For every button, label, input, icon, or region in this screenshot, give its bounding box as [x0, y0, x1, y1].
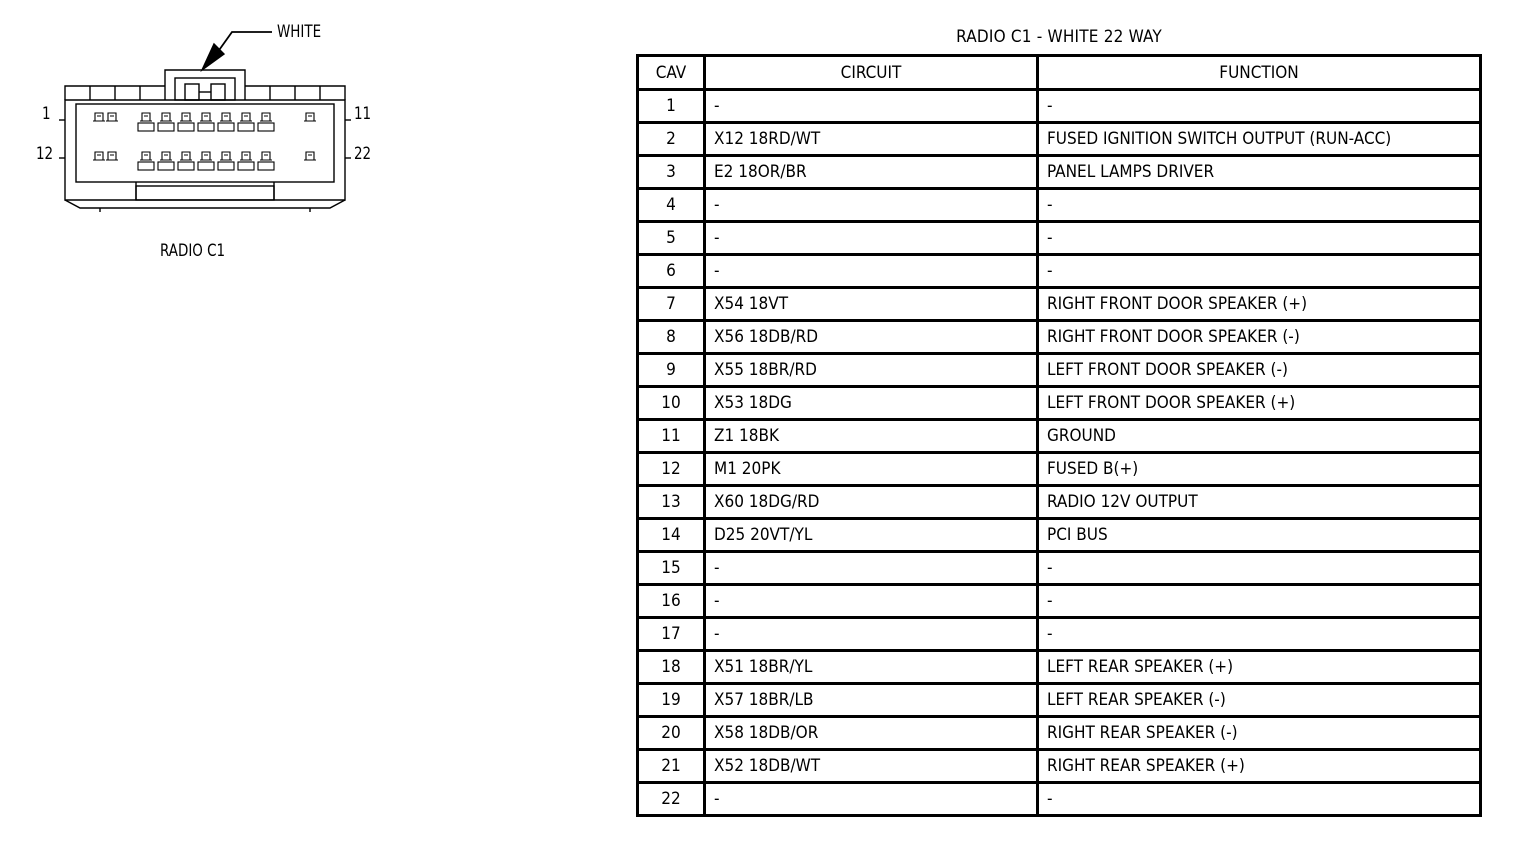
cav-cell: 8 — [638, 321, 705, 354]
cav-cell: 12 — [638, 453, 705, 486]
pin-cavity — [240, 152, 252, 160]
connector-housing — [65, 100, 345, 200]
cav-cell: 20 — [638, 717, 705, 750]
function-cell: - — [1038, 618, 1481, 651]
function-cell: - — [1038, 585, 1481, 618]
function-cell: LEFT REAR SPEAKER (-) — [1038, 684, 1481, 717]
cav-cell: 3 — [638, 156, 705, 189]
function-cell: LEFT REAR SPEAKER (+) — [1038, 651, 1481, 684]
function-cell: - — [1038, 255, 1481, 288]
circuit-cell: Z1 18BK — [705, 420, 1038, 453]
pin-cavity-box — [178, 162, 194, 170]
pin-cavity-box — [238, 123, 254, 131]
cav-cell: 16 — [638, 585, 705, 618]
function-cell: FUSED B(+) — [1038, 453, 1481, 486]
pin-cavity — [200, 113, 212, 121]
table-row — [638, 321, 1481, 354]
cav-cell: 15 — [638, 552, 705, 585]
pin-cavity-box — [218, 123, 234, 131]
function-cell: GROUND — [1038, 420, 1481, 453]
table-row — [638, 387, 1481, 420]
table-row — [638, 519, 1481, 552]
table-header-row — [638, 56, 1481, 90]
pin-cavity — [93, 113, 105, 121]
pin-label-1: 1 — [42, 104, 51, 124]
circuit-cell: - — [705, 618, 1038, 651]
cav-cell: 11 — [638, 420, 705, 453]
circuit-cell: - — [705, 189, 1038, 222]
cav-cell: 21 — [638, 750, 705, 783]
circuit-cell: X55 18BR/RD — [705, 354, 1038, 387]
table-row — [638, 354, 1481, 387]
circuit-cell: - — [705, 90, 1038, 123]
header-function: FUNCTION — [1038, 56, 1481, 90]
pin-label-11: 11 — [354, 104, 372, 124]
circuit-cell: - — [705, 255, 1038, 288]
circuit-cell: - — [705, 222, 1038, 255]
function-cell: - — [1038, 552, 1481, 585]
pin-cavity-box — [198, 162, 214, 170]
pin-cavity — [106, 152, 118, 160]
header-circuit: CIRCUIT — [705, 56, 1038, 90]
function-cell: LEFT FRONT DOOR SPEAKER (-) — [1038, 354, 1481, 387]
pin-cavity — [180, 152, 192, 160]
pin-cavity — [304, 113, 316, 121]
cav-cell: 14 — [638, 519, 705, 552]
cav-cell: 1 — [638, 90, 705, 123]
function-cell: RIGHT FRONT DOOR SPEAKER (-) — [1038, 321, 1481, 354]
cav-cell: 6 — [638, 255, 705, 288]
connector-color-label: WHITE — [277, 22, 322, 42]
cav-cell: 5 — [638, 222, 705, 255]
pin-cavity-box — [158, 162, 174, 170]
function-cell: - — [1038, 90, 1481, 123]
pin-cavity — [106, 113, 118, 121]
circuit-cell: - — [705, 783, 1038, 816]
circuit-cell: X58 18DB/OR — [705, 717, 1038, 750]
circuit-cell: X12 18RD/WT — [705, 123, 1038, 156]
pin-cavity — [180, 113, 192, 121]
cav-cell: 4 — [638, 189, 705, 222]
function-cell: RIGHT REAR SPEAKER (-) — [1038, 717, 1481, 750]
table-row — [638, 453, 1481, 486]
table-row — [638, 552, 1481, 585]
circuit-cell: - — [705, 552, 1038, 585]
circuit-cell: X57 18BR/LB — [705, 684, 1038, 717]
circuit-cell: M1 20PK — [705, 453, 1038, 486]
table-row — [638, 156, 1481, 189]
circuit-cell: X54 18VT — [705, 288, 1038, 321]
cav-cell: 9 — [638, 354, 705, 387]
circuit-cell: X56 18DB/RD — [705, 321, 1038, 354]
cav-cell: 18 — [638, 651, 705, 684]
pin-cavity-box — [258, 123, 274, 131]
circuit-cell: X51 18BR/YL — [705, 651, 1038, 684]
cav-cell: 7 — [638, 288, 705, 321]
pin-cavity-box — [178, 123, 194, 131]
table-row — [638, 222, 1481, 255]
table-row — [638, 486, 1481, 519]
cav-cell: 2 — [638, 123, 705, 156]
pin-cavity — [140, 152, 152, 160]
pin-cavities — [93, 113, 316, 170]
cav-cell: 22 — [661, 789, 681, 809]
pin-cavity — [160, 113, 172, 121]
pin-cavity-box — [218, 162, 234, 170]
circuit-cell: X53 18DG — [705, 387, 1038, 420]
table-row — [638, 750, 1481, 783]
connector-name: RADIO C1 — [160, 241, 226, 261]
pin-cavity — [140, 113, 152, 121]
pin-cavity-box — [258, 162, 274, 170]
pin-cavity-box — [158, 123, 174, 131]
function-cell: RIGHT REAR SPEAKER (+) — [1038, 750, 1481, 783]
pin-cavity — [260, 113, 272, 121]
pin-cavity — [240, 113, 252, 121]
table-row — [638, 123, 1481, 156]
circuit-cell: X52 18DB/WT — [705, 750, 1038, 783]
pin-cavity — [160, 152, 172, 160]
function-cell: PANEL LAMPS DRIVER — [1038, 156, 1481, 189]
function-cell: RADIO 12V OUTPUT — [1038, 486, 1481, 519]
pinout-table — [636, 54, 1482, 817]
function-cell: LEFT FRONT DOOR SPEAKER (+) — [1038, 387, 1481, 420]
pin-cavity — [220, 152, 232, 160]
pin-cavity — [200, 152, 212, 160]
cav-cell: 10 — [638, 387, 705, 420]
pin-cavity-box — [138, 123, 154, 131]
table-row — [638, 651, 1481, 684]
table-row — [638, 288, 1481, 321]
pin-cavity — [260, 152, 272, 160]
circuit-cell: X60 18DG/RD — [705, 486, 1038, 519]
pin-label-22: 22 — [354, 144, 372, 164]
pin-cavity — [220, 113, 232, 121]
table-title: RADIO C1 - WHITE 22 WAY — [956, 27, 1162, 47]
table-row — [638, 255, 1481, 288]
table-row — [638, 618, 1481, 651]
table-row — [638, 684, 1481, 717]
function-cell: FUSED IGNITION SWITCH OUTPUT (RUN-ACC) — [1038, 123, 1481, 156]
table-row — [638, 420, 1481, 453]
function-cell: - — [1038, 783, 1481, 816]
table-row — [638, 717, 1481, 750]
function-cell: RIGHT FRONT DOOR SPEAKER (+) — [1038, 288, 1481, 321]
pin-label-12: 12 — [36, 144, 54, 164]
pin-cavity-box — [138, 162, 154, 170]
header-cav: CAV — [638, 56, 705, 90]
circuit-cell: - — [705, 585, 1038, 618]
table-row — [638, 585, 1481, 618]
table-row — [638, 783, 1481, 816]
connector-latch — [165, 70, 245, 100]
cav-cell: 19 — [638, 684, 705, 717]
cav-cell: 17 — [638, 618, 705, 651]
circuit-cell: D25 20VT/YL — [705, 519, 1038, 552]
function-cell: - — [1038, 189, 1481, 222]
pin-cavity-box — [198, 123, 214, 131]
pin-cavity — [304, 152, 316, 160]
cav-cell: 13 — [638, 486, 705, 519]
circuit-cell: E2 18OR/BR — [705, 156, 1038, 189]
pin-cavity-box — [238, 162, 254, 170]
function-cell: PCI BUS — [1038, 519, 1481, 552]
table-row — [638, 90, 1481, 123]
table-row — [638, 189, 1481, 222]
function-cell: - — [1038, 222, 1481, 255]
connector-diagram — [0, 0, 420, 300]
table-body — [638, 90, 1481, 816]
pin-cavity — [93, 152, 105, 160]
